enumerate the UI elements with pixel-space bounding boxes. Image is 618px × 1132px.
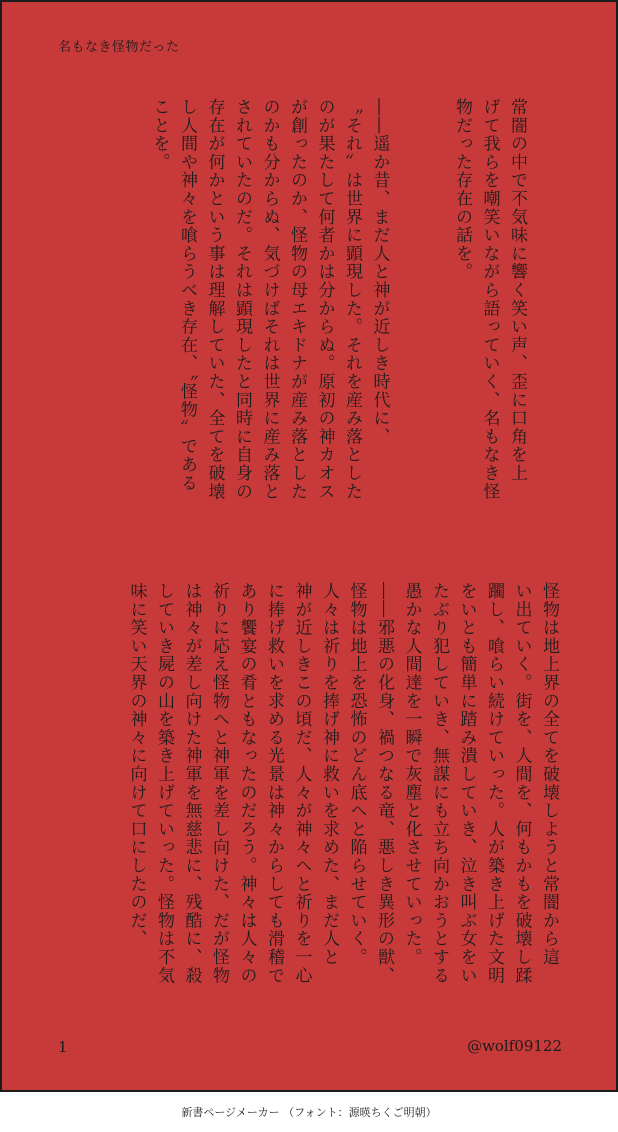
text-line: 祈りに応え怪物へと神軍を差し向けた、だが怪物 — [209, 582, 229, 985]
text-line: 人々は祈りを捧げ神に救いを求めた、まだ人と — [319, 582, 339, 967]
text-line: 愚かな人間達を一瞬で灰塵と化させていった。 — [401, 582, 422, 967]
text-block-top — [145, 98, 530, 538]
text-line: 神が近しきこの頃だ、人々が神々へと祈りを一心 — [291, 582, 312, 985]
blank-line — [393, 98, 421, 538]
text-line: 躙し、喰らい続けていった。人が築き上げた文明 — [484, 582, 504, 985]
text-line: は神々が差し向けた神軍を無慈悲に、残酷に、殺 — [181, 582, 202, 985]
text-line: 〝それ〟は世界に顕現した。それを産み落とした — [342, 98, 362, 501]
text-line: ――遥か昔、まだ人と神が近しき時代に、 — [369, 98, 390, 446]
text-line: のが果たして何者かは分からぬ。原初の神カオス — [314, 98, 335, 501]
page-number: 1 — [58, 1038, 68, 1056]
text-line: あり饗宴の肴ともなったのだろう。神々は人々の — [236, 582, 257, 985]
text-line: ことを。 — [149, 98, 170, 172]
text-block-bottom — [122, 582, 562, 1002]
author-handle: @wolf09122 — [467, 1037, 562, 1055]
text-line: 存在が何かという事は理解していた、全てを破壊 — [204, 98, 225, 501]
text-line: されていたのだ。それは顕現したと同時に自身の — [232, 98, 252, 501]
text-line: 怪物は地上を恐怖のどん底へと陥らせていく。 — [346, 582, 367, 967]
text-line: のかも分からぬ、気づけばそれは世界に産み落と — [259, 98, 280, 501]
text-line: 常闇の中で不気味に響く笑い声、歪に口角を上 — [507, 98, 527, 483]
text-line: し人間や神々を喰らうべき存在、〝怪物〟である — [177, 98, 197, 493]
generator-credit: 新書ページメーカー （フォント：源暎ちくご明朝） — [181, 1106, 437, 1119]
text-line: げて我らを嘲笑いながら語っていく、名もなき怪 — [479, 98, 500, 501]
text-line: が創ったのか、怪物の母エキドナが産み落とした — [287, 98, 307, 501]
text-line: に捧げ救いを求める光景は神々からしても滑稽で — [264, 582, 284, 985]
text-line: 物だった存在の話を。 — [452, 98, 472, 281]
text-line: をいとも簡単に踏み潰していき、泣き叫ぶ女をい — [456, 582, 477, 985]
running-header-title: 名もなき怪物だった — [58, 40, 180, 55]
blank-line — [420, 98, 448, 538]
text-line: していき屍の山を築き上げていった。怪物は不気 — [154, 582, 174, 985]
text-line: 味に笑い天界の神々に向けて口にしたのだ、 — [126, 582, 147, 948]
text-line: ――邪悪の化身、禍つなる竜、悪しき異形の獣、 — [374, 582, 394, 985]
text-line: 怪物は地上界の全てを破壊しようと常闇から這 — [539, 582, 559, 967]
text-line: たぶり犯していき、無謀にも立ち向かおうとする — [429, 582, 449, 985]
text-line: い出ていく。街を、人間を、何もかもを破壊し蹂 — [511, 582, 532, 985]
